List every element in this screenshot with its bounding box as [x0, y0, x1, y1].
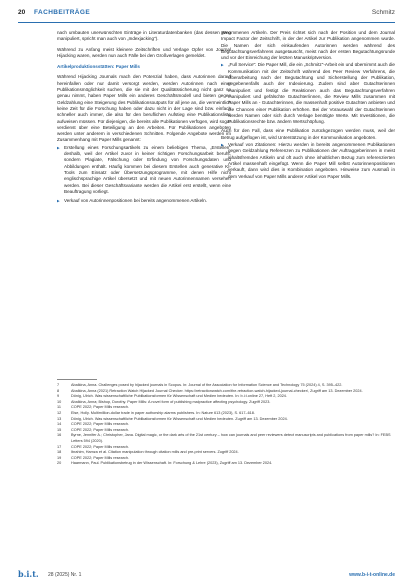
website-link[interactable]: www.b-i-t-online.de: [349, 572, 395, 578]
footnote-number: 10: [57, 399, 62, 404]
section-title: FACHBEITRÄGE: [34, 9, 91, 16]
bullet-list: [221, 62, 395, 125]
page-header: [18, 9, 395, 21]
footnote-number: 8: [57, 388, 60, 393]
paragraph: Auch für den Fall, dass eine Publikation zurückgezogen werden muss, weil der Betrug aufgeflogen ist, wird Unterstützung in der Kommunikation angeboten.: [221, 128, 395, 140]
right-column: [221, 30, 395, 183]
running-head-author: Schmitz: [371, 9, 395, 16]
footnote-text: Abalkina, Anna; Bishop, Dorothy. Paper Mills: A novel form of publishing malpractice affecting psychology. Zugriff 2023.: [71, 399, 271, 404]
footnote-text: COPE 2022; Paper Mills research.: [71, 455, 130, 460]
paragraph: Während zu Anfang meist kleinere Zeitschriften und Verlage Opfer von Journal Hijacking waren, werden nun auch Fälle bei den Großverlagen gemeldet.: [57, 46, 231, 58]
bullet-list: [57, 145, 231, 205]
footnote-number: 9: [57, 394, 60, 399]
bullet-list: [221, 142, 395, 180]
footnote-text: Haarmann, Paul. Publikationsbetrug in der Wissenschaft. In: Forschung & Lehre (2023), Zugriff am 13. Dezember 2024.: [71, 461, 273, 466]
footnote-text: COPE 2022; Paper Mills research.: [71, 444, 130, 449]
paragraph: genommenen Artikeln. Der Preis richtet sich nach der Position und dem Journal Impact Factor der Zeitschrift, in der der Artikel zur Publikation angenommen wurde. Die Namen der sich einkaufenden Autorinnen werden während des Begutachtungsverfahrens ausgetauscht, meist nach der ersten Begutachtungsrunde und vor der Einreichung der letzten Manuskriptversion.: [221, 30, 395, 61]
footnote-number: 19: [57, 455, 62, 460]
header-rule: [18, 22, 395, 23]
footnote-number: 15: [57, 427, 62, 432]
list-item: ▶ Erstellung eines Forschungsartikels zu einem beliebigen Thema, „Erstellen" deshalb, weil der Artikel zuvor in keiner richtigen Forschungsarbeit beruht, sondern Plagiate, Fälschung oder Erfindung von Forschungsdaten und Abbildungen enthält. Häufig kommen bei diesem Erstellen auch generative KI-Tools zum Einsatz oder Übersetzungsprogramme, mit denen Hilfe nicht englischsprachige Artikel übersetzt und mit neuen Autorinnennamen versehen werden. Bei dieser Geschäftsvariante werden die Artikel erst erstellt, wenn eine Beauftragung vorliegt.: [57, 145, 231, 195]
footnote-number: 16: [57, 433, 62, 438]
footnotes: [57, 383, 395, 467]
footnote-text: Abalkina, Anna. Challenges posed by hijacked journals in Scopus. In: Journal of the Association for Information Science and Technology 75 (2024) 4, S. 395–422.: [71, 383, 343, 387]
paragraph: Während Hijacking Journals mach den Potenzial haben, dass Autorinnen darauf hereinfallen oder nur damit versorgt werden, werden Autorinnen nach einer Publikationsmöglichkeit suchen, die sie mit der Qualitätssicherung nicht ganz so genau nimmt, haben Paper Mills ein anderes Geschäftsmodell und bieten gegen Geldzahlung eine Steigerung des Publikationsoutputs für all jene an, die vermeintlich keine Zeit für die Forschung haben oder dazu nicht in der Lage sind bzw. einfach schneller auch immer, die also für den beruflichen Aufstieg eine Publikationsliste aufweisen müssen. Für diejenigen, die bereits alle Publikationen verfügen, wird sogar verdienst über eine Beteiligung an den Arbeiten. Für Publikationen angeboten werden unter anderem in verschiedenen Schnitten. Folgende Angebote werden im Zusammenhang mit Paper Mills genannt:: [57, 74, 231, 143]
footnote-number: 18: [57, 450, 62, 455]
footnote-text: Dönig, Ulrich. Was wissenschaftliche Publikationsformen für Wissenschaft und Medien bedeuten. In: b.i.t.online 27, Heft 2, 2024.: [71, 394, 287, 399]
footnote-number: 13: [57, 416, 62, 421]
list-item: ▶ Verkauf von Zitationen: Hierzu werden in bereits angenommenen Publikationen gegen Geldzahlung Referenzen zu Publikationen der Auftraggeberinnen in meist inhaltsfremden Artikeln und oft auch ohne inhaltlichen Bezug zum referenzierten Artikel massenhaft eingefügt. Wenn die Paper Mill selbst Autorinnenpositionen verkauft, dann wird dies in Kombination angeboten. Hinweise zum Ausmaß in dem Verkauf von Paper Mills anderer Artikel von Paper Mills.: [221, 142, 395, 180]
footnote-text: Abalkina, Anna (2021) Retraction Watch Hijacked Journal Checker. https://retractionwatch.com/the-retraction-watch-hijacked-journal-checker/, Zugriff am 13. Dezember 2024.: [71, 388, 363, 393]
page-number: 20: [18, 9, 26, 16]
footnote-number: 12: [57, 410, 62, 415]
footnote-text: COPE 2022; Paper Mills research.: [71, 405, 130, 410]
page-footer: [18, 571, 395, 581]
footnote-text: COPE 2022; Paper Mills research.: [71, 427, 130, 432]
issue-info: 28 (2025) Nr. 1: [48, 572, 82, 578]
paragraph: nach umbauten unerwünschten Einträge in Literaturdatenbanken (das dessen Weg manipuliert, spricht man auch von „Indexjacking").: [57, 30, 231, 42]
list-item: ▶ Verkauf von Autorinnenpositionen bei bereits angenommenen Artikeln.: [57, 198, 231, 204]
footnote: [57, 433, 395, 444]
footnote-number: 20: [57, 461, 62, 466]
footnote-number: 11: [57, 405, 61, 410]
footnote-text: Byrne, Jennifer A.; Christopher, Jana. Digital magic, or the dark arts of the 21st century – how can journals and peer reviewers detect manuscripts and publications from paper mills? In: FEBS Letters 594 (2020).: [71, 433, 391, 443]
footnote-separator: [57, 379, 97, 380]
publisher-logo: b.i.t.: [18, 569, 39, 579]
footnote-text: COPE 2022; Paper Mills research.: [71, 422, 130, 427]
footnote-text: Else, Holly. Multimillion-dollar trade in paper authorship alarms publishers. In: Nature 613 (2023), S. 617–618.: [71, 410, 255, 415]
footnote-number: 17: [57, 444, 62, 449]
footnote: [57, 461, 395, 467]
footnote-text: Dönig, Ulrich. Was wissenschaftliche Publikationsformen für Wissenschaft und Medien bedeuten. Zugriff am 13. Dezember 2024.: [71, 416, 288, 421]
left-column: [57, 30, 231, 207]
list-item: ▶ „Full Service": Die Paper Mill, die ein „Schmitz"-Arbeit ein und übernimmt auch die Kommunikation mit der Zeitschrift während des Peer Review Verfahrens, die Überarbeitung nach der Begutachtung und Sicherstellung der Publikation, gegebenenfalls auch der Indexierung. Zudem sind aber Gutachterinnen manipuliert und festigt die Reaktionen auch das Begutachtungsverfahren manipuliert und gefälschte Gutachter/innen, die Review Mills zusammen mit Paper Mills an - Gutachterinnen, die massenhaft positive Gutachten anbieten und die Chancen einer Publikation erhöhen. Bei der Vorauswahl der Gutachterinnen werden Namen oder sich durch Verlage benötigte Werte. Mit Investitionen, die Publikationsrechte bzw. ändern Wertschöpfung.: [221, 62, 395, 125]
footnote-text: Ibrahim, Hamza et al. Citation manipulation through citation mills and pre-print servers. Zugriff 2024.: [71, 450, 239, 455]
footnote-number: 7: [57, 383, 60, 387]
subheading: Artikelproduktionsstätten: Paper Mills: [57, 64, 140, 70]
footnote-number: 14: [57, 422, 62, 427]
